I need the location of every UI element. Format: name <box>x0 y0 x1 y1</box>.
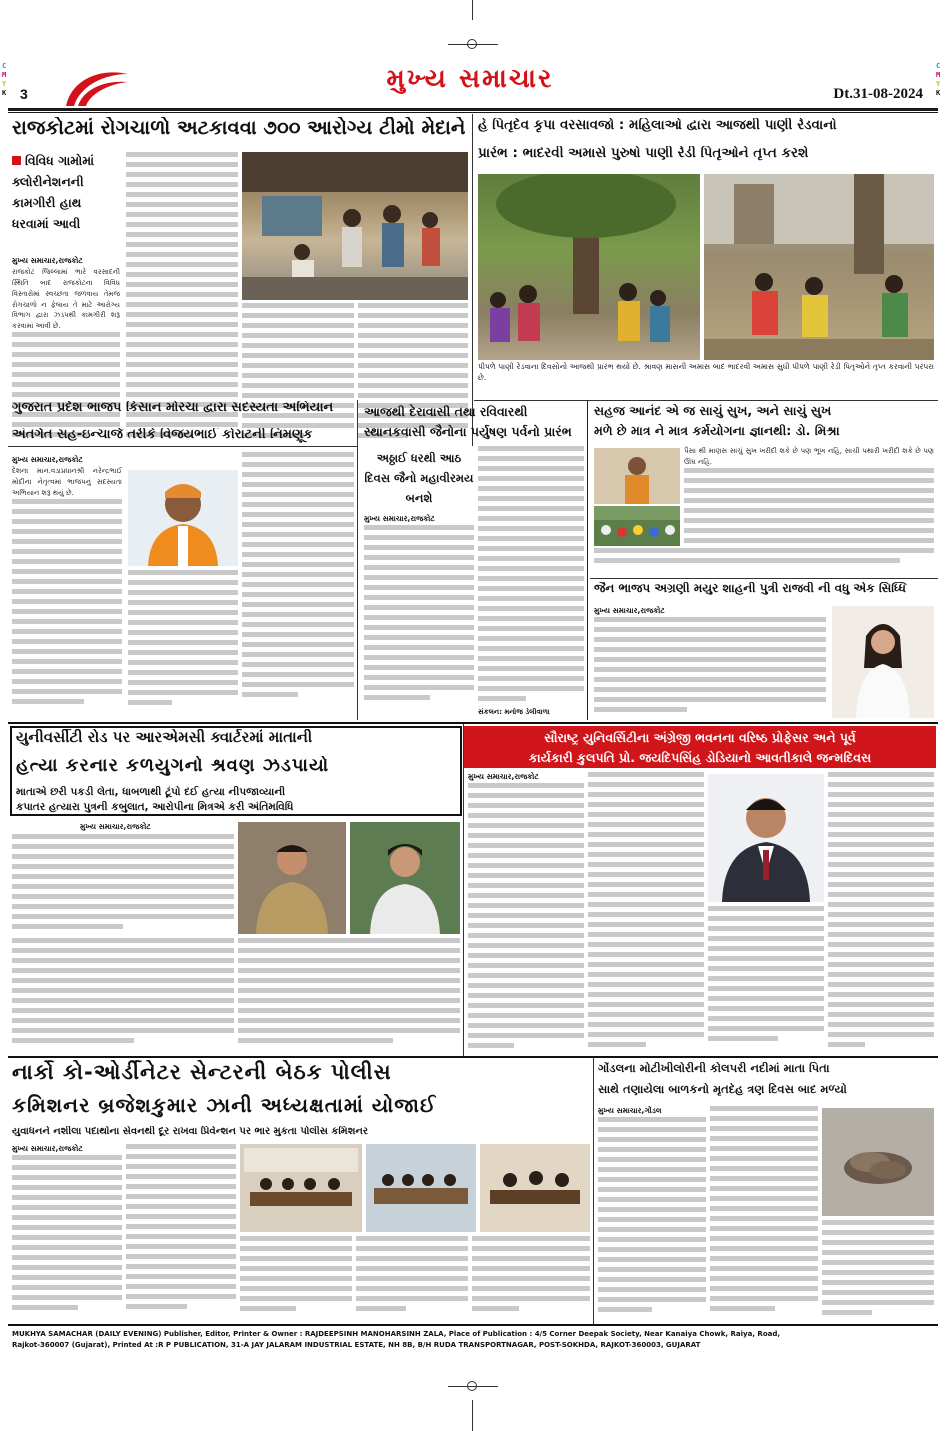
cmyk-y: Y <box>2 80 7 88</box>
cmyk-k: K <box>936 89 941 97</box>
body-murder-bottom-left <box>12 938 234 1052</box>
body-narco-col3 <box>240 1236 352 1321</box>
dr-mishra-photo <box>594 448 680 504</box>
body-gondal-col3 <box>822 1220 934 1321</box>
hands-illustration <box>822 1108 934 1216</box>
subhead-murder-2: કપાતર હત્યારા પુત્રની કબુલાત, આરોપીના મિત્રએ કરી અંતિમવિધિ <box>16 801 294 813</box>
body-university-col3 <box>708 906 824 1053</box>
tree-ritual-illustration <box>478 174 700 360</box>
cmyk-m: M <box>2 71 7 79</box>
portrait-illustration <box>128 470 238 566</box>
imprint-line-2: Rajkot-360007 (Gujarat), Printed At :R P PUBLICATION, 31-A JAY JALARAM INDUSTRIAL ESTATE, NH 8B, B/H RUDA TRANSPORTNAGAR, POST-SOKHDA, RAJKOT-360003, GUJARAT <box>12 1340 701 1349</box>
body-narco-col4 <box>356 1236 468 1321</box>
body-university-col1 <box>468 783 584 1053</box>
cmyk-m: M <box>936 71 941 79</box>
cmyk-k: K <box>2 89 7 97</box>
headline-gondal-1: ગોંડલના મોટીખીલોરીની કોલપરી નદીમાં માતા પિતા <box>598 1062 830 1075</box>
photo-people-illustration <box>242 152 468 300</box>
crop-mark-bottom <box>472 1400 473 1431</box>
headline-mayur: જૈન ભાજપ અગ્રણી મયુર શાહની પુત્રી રાજવી ની વધુ એક સિધ્ધિ <box>594 582 906 595</box>
crowd-illustration <box>594 506 680 546</box>
masthead-rule <box>8 108 938 111</box>
byline-narco: મુખ્ય સમાચાર,રાજકોટ <box>12 1144 83 1153</box>
accused-photo <box>350 822 460 934</box>
body-bjp-col2 <box>128 570 238 718</box>
headline-university-1: સૌરાષ્ટ્ર યુનિવર્સિટીના અંગ્રેજી ભવનના વરિષ્ઠ પ્રોફેસર અને પૂર્વ <box>544 730 856 745</box>
column-divider <box>593 1058 594 1324</box>
headline-narco-1: નાર્કો કો-ઓર્ડીનેટર સેન્ટરની બેઠક પોલીસ <box>12 1060 392 1084</box>
byline-bjp: મુખ્ય સમાચાર,રાજકોટ <box>12 455 83 464</box>
headline-pitru-1: હે પિતૃદેવ કૃપા વરસાવજો : મહિલાઓ દ્વારા આજથી પાણી રેડવાનો <box>478 118 837 133</box>
women-tree-photo-left <box>478 174 700 360</box>
subhead-text: વિવિધ ગામોમાં ક્લોરીનેશનની કામગીરી હાથ ધરવામાં આવી <box>12 153 95 231</box>
university-banner <box>464 726 936 768</box>
subhead-rajkot-health <box>12 150 120 254</box>
byline-gondal: મુખ્ય સમાચાર,ગોંડલ <box>598 1106 662 1115</box>
body-sahaj-top <box>684 446 934 546</box>
cmyk-y: Y <box>936 80 941 88</box>
cmyk-strip-right <box>936 62 940 98</box>
prof-dodiya-photo <box>708 774 824 902</box>
officer-illustration <box>238 822 346 934</box>
headline-jain: આજથી દેરાવાસી તથા રવિવારથી સ્થાનકવાસી જૈનોના પર્યુષણ પર્વનો પ્રારંભ <box>364 404 572 439</box>
body-murder-top-left <box>12 834 234 934</box>
body-narco-col1 <box>12 1155 122 1321</box>
grief-hands-photo <box>822 1108 934 1216</box>
page-number: 3 <box>20 86 28 102</box>
lead-text: રાજકોટ જિલ્લામાં ભારે વરસાદની સ્થિતિ બાદ રાજકોટના વિવિધ વિસ્તારોમાં સ્વચ્છતા જળવાય તેમજ રોગચાળો ન ફેલાય તે માટે આરોગ્ય વિભાગ દ્વારા ઝડપથી કામગીરી શરૂ કરવામાં આવી છે. <box>12 268 120 331</box>
footer-rule <box>8 1324 938 1326</box>
headline-university-2: કાર્યકારી કુલપતિ પ્રો. જયદિપસિંહ ડોડિયાનો આવતીકાલે જન્મદિવસ <box>528 750 872 765</box>
police-officer-photo <box>238 822 346 934</box>
cmyk-c: C <box>936 62 941 70</box>
women-tree-photo-right <box>704 174 934 360</box>
headline-bjp-2: અંતર્ગત સહ-ઇન્ચાર્જ તરીકે વિજયભાઈ કોરાટની નિમણૂક <box>12 428 313 442</box>
portrait-woman-illustration <box>832 606 934 718</box>
registration-mark-bottom <box>467 1381 477 1391</box>
headline-rajkot-health: રાજકોટમાં રોગચાળો અટકાવવા ૭૦૦ આરોગ્ય ટીમો મેદાને <box>12 117 466 139</box>
cmyk-c: C <box>2 62 7 70</box>
row-divider <box>590 578 938 579</box>
headline-murder-1: યુનીવર્સીટી રોડ પર આરએમસી ક્વાર્ટરમાં માતાની <box>16 729 313 746</box>
headline-narco-2: કમિશનર બ્રજેશકુમાર ઝાની અધ્યક્ષતામાં યોજાઈ <box>12 1094 437 1117</box>
body-bjp-col3 <box>242 452 354 718</box>
vijaybhai-korat-photo <box>128 470 238 566</box>
rajvi-shah-photo <box>832 606 934 718</box>
masthead-rule-thin <box>8 112 938 113</box>
body-rajkot-health-col3 <box>242 303 354 445</box>
column-divider <box>472 114 473 446</box>
headline-sahaj-2: મળે છે માત્ર ને માત્ર કર્મયોગના જ્ઞાનથી: ડો. મિશ્રા <box>594 424 840 438</box>
meeting-photo-center <box>366 1144 476 1232</box>
byline-murder: મુખ્ય સમાચાર,રાજકોટ <box>80 822 151 831</box>
young-man-illustration <box>350 822 460 934</box>
bullet-square-icon <box>12 156 21 165</box>
lead-text: દેશના માન.વડાપ્રધાનશ્રી નરેન્દ્રભાઈ મોદીના નેતૃત્વમાં ભાજપનું સદસ્યતા અભિયાન શરૂ થયું છે. <box>12 467 122 497</box>
column-divider <box>463 724 464 1056</box>
cmyk-strip-left <box>2 62 6 98</box>
headline-pitru-2: પ્રારંભ : ભાદરવી અમાસે પુરુષો પાણી રેડી પિતૃઓને તૃપ્ત કરશે <box>478 146 809 161</box>
page-date: Dt.31-08-2024 <box>833 86 923 102</box>
section-title: મુખ્ય સમાચાર <box>386 64 554 94</box>
health-camp-photo <box>242 152 468 300</box>
imprint-line-1: MUKHYA SAMACHAR (DAILY EVENING) Publisher, Editor, Printer & Owner : RAJDEEPSINH MANOHARSINH ZALA, Place of Publication : 4/5 Corner Deepak Society, Near Kanaiya Chowk, Raiya, Road, <box>12 1330 781 1338</box>
body-gondal-col2 <box>710 1106 818 1321</box>
meeting-photo-right <box>480 1144 590 1232</box>
crop-mark-top <box>472 0 473 20</box>
body-university-col4 <box>828 772 934 1053</box>
newspaper-logo-icon <box>62 66 132 110</box>
subhead-narco: યુવાધનને નશીલા પદાર્થોના સેવનથી દૂર રાખવા પ્રિવેન્શન પર ભાર મુકતા પોલીસ કમિશનર <box>12 1126 369 1137</box>
conference-illustration <box>366 1144 476 1232</box>
professor-portrait-illustration <box>708 774 824 902</box>
body-jain-col1 <box>364 525 474 705</box>
body-sahaj-bottom <box>594 548 934 576</box>
body-narco-col2 <box>126 1144 236 1321</box>
headline-gondal-2: સાથે તણાયેલા બાળકનો મૃતદેહ ત્રણ દિવસ બાદ મળ્યો <box>598 1083 847 1096</box>
officials-illustration <box>480 1144 590 1232</box>
row-divider-heavy <box>8 722 938 724</box>
meeting-photo-left <box>240 1144 362 1232</box>
row-divider-heavy <box>8 1056 938 1058</box>
headline-sahaj-1: સહજ આનંદ એ જ સાચું સુખ, અને સાચું સુખ <box>594 404 832 418</box>
byline-mayur: મુખ્ય સમાચાર,રાજકોટ <box>594 606 665 615</box>
imprint-footer <box>12 1329 932 1350</box>
body-gondal-col1 <box>598 1117 706 1321</box>
byline-university: મુખ્ય સમાચાર,રાજકોટ <box>468 772 539 781</box>
body-jain-col2 <box>478 446 584 706</box>
audience-photo <box>594 506 680 546</box>
byline-jain: મુખ્ય સમાચાર,રાજકોટ <box>364 514 435 523</box>
body-murder-bottom-right <box>238 938 460 1052</box>
subhead-murder-1: માતાએ છરી પકડી લેતા, ધાબળાથી ટૂંપો દઈ હત્યા નીપજાવ્યાની <box>16 786 286 798</box>
body-narco-col5 <box>472 1236 590 1321</box>
headline-bjp-1: ગુજરાત પ્રદેશ ભાજપ કિસાન મોરચા દ્વારા સદસ્યતા અભિયાન <box>12 401 334 415</box>
credit-jain: સંકલન: મનોજ ડેલીવાળા <box>478 708 550 716</box>
subhead-jain: અઠ્ઠાઈ ધરથી આઠ દિવસ જૈનો મહાવીરમય બનશે <box>364 451 474 505</box>
courtyard-ritual-illustration <box>704 174 934 360</box>
registration-mark-top <box>467 39 477 49</box>
byline-rajkot-health: મુખ્ય સમાચાર,રાજકોટ <box>12 256 83 265</box>
column-divider <box>357 400 358 720</box>
lead-text: પૈસા થી માણસ સાચું સુખ ખરીદી શકે છે પણ ભૂખ નહિ, સાચી પથારી ખરીદી શકે છે પણ ઊંઘ નહિ. <box>684 447 934 466</box>
headline-murder-2: હત્યા કરનાર કળયુગનો શ્રવણ ઝડપાયો <box>16 756 330 776</box>
speaker-illustration <box>594 448 680 504</box>
caption-pitru: પીપળે પાણી રેડવાના દિવસોનો આજથી પ્રારંભ થયો છે. શ્રાવણ માસની અમાસ બાદ ભાદરવી અમાસ સુધી પીપળે પાણી રેડી પિતૃઓને તૃપ્ત કરવાની પરંપરા છે. <box>478 362 934 382</box>
meeting-room-illustration <box>240 1144 362 1232</box>
body-bjp-col1 <box>12 466 122 718</box>
body-university-col2 <box>588 772 704 1053</box>
body-mayur <box>594 617 826 717</box>
